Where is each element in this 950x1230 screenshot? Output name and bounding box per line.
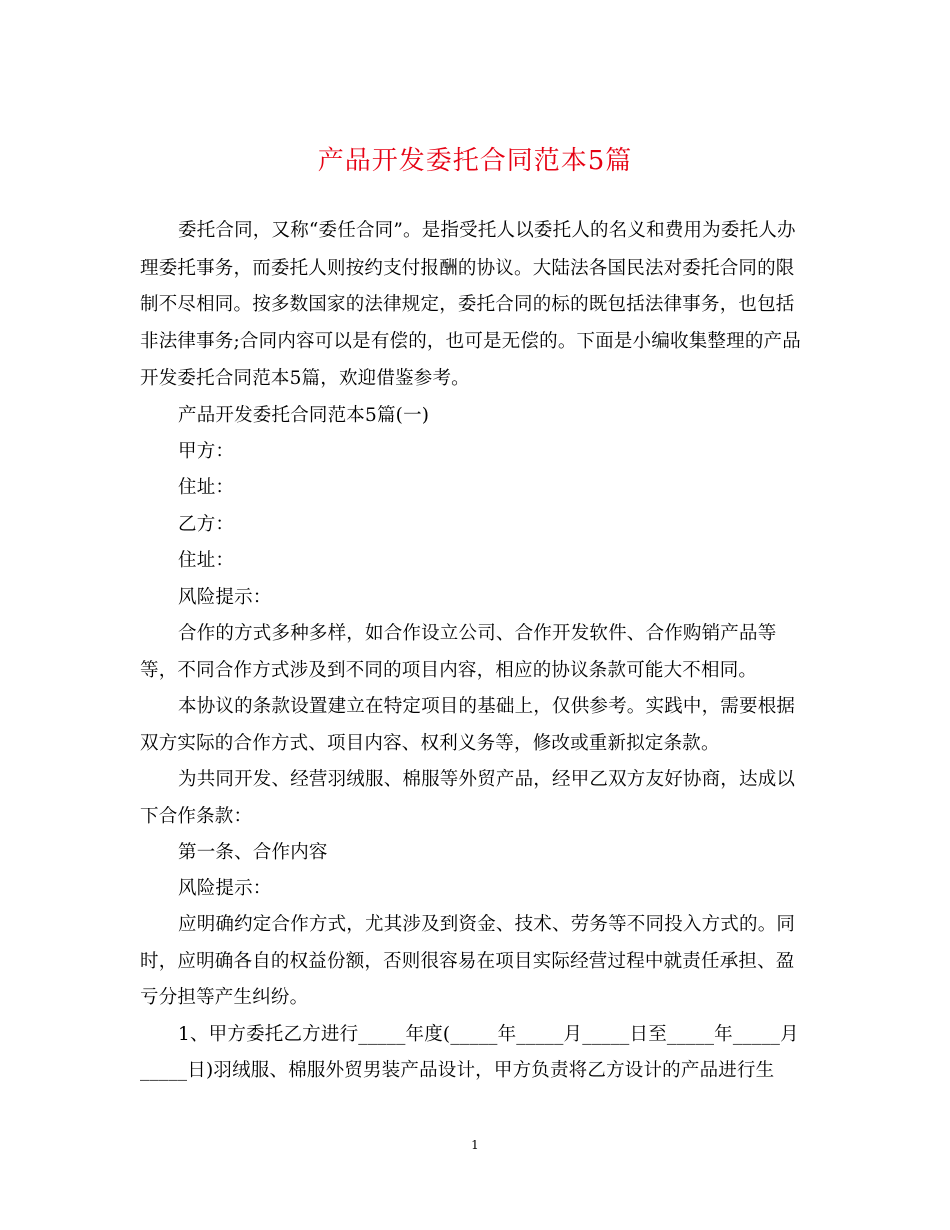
risk-notice-label: 风险提示： bbox=[178, 878, 272, 899]
address-label: 住址： bbox=[178, 550, 235, 571]
paragraph-line: 时，应明确各自的权益份额，否则很容易在项目实际经营过程中就责任承担、盈 bbox=[140, 951, 795, 972]
section-heading: 产品开发委托合同范本5篇(一) bbox=[178, 405, 430, 426]
paragraph-line: 合作的方式多种多样，如合作设立公司、合作开发软件、合作购销产品等 bbox=[178, 623, 777, 644]
paragraph-line: 等，不同合作方式涉及到不同的项目内容，相应的协议条款可能大不相同。 bbox=[140, 660, 758, 681]
clause-line: 1、甲方委托乙方进行_____年度(_____年_____月_____日至_____年_____月 bbox=[178, 1024, 799, 1045]
paragraph-line: 应明确约定合作方式，尤其涉及到资金、技术、劳务等不同投入方式的。同 bbox=[178, 914, 796, 935]
paragraph-line: 双方实际的合作方式、项目内容、权利义务等，修改或重新拟定条款。 bbox=[140, 733, 720, 754]
page-number: 1 bbox=[471, 1138, 479, 1152]
paragraph-line: 亏分担等产生纠纷。 bbox=[140, 987, 309, 1008]
risk-notice-label: 风险提示： bbox=[178, 587, 272, 608]
paragraph-line: 制不尽相同。按多数国家的法律规定，委托合同的标的既包括法律事务，也包括 bbox=[140, 294, 795, 315]
paragraph-line: 为共同开发、经营羽绒服、棉服等外贸产品，经甲乙双方友好协商，达成以 bbox=[178, 769, 796, 790]
paragraph-line: 理委托事务，而委托人则按约支付报酬的协议。大陆法各国民法对委托合同的限 bbox=[140, 258, 795, 279]
address-label: 住址： bbox=[178, 477, 235, 498]
paragraph-line: 委托合同，又称“委任合同”。是指受托人以委托人的名义和费用为委托人办 bbox=[178, 220, 796, 241]
party-a-label: 甲方： bbox=[178, 441, 235, 462]
paragraph-line: 下合作条款： bbox=[140, 806, 253, 827]
party-b-label: 乙方： bbox=[178, 514, 235, 535]
paragraph-line: 本协议的条款设置建立在特定项目的基础上，仅供参考。实践中，需要根据 bbox=[178, 696, 796, 717]
paragraph-line: 非法律事务;合同内容可以是有偿的，也可是无偿的。下面是小编收集整理的产品 bbox=[140, 331, 801, 352]
paragraph-line: 开发委托合同范本5篇，欢迎借鉴参考。 bbox=[140, 368, 470, 389]
document-title: 产品开发委托合同范本5篇 bbox=[317, 146, 633, 176]
clause-line: _____日)羽绒服、棉服外贸男装产品设计，甲方负责将乙方设计的产品进行生 bbox=[140, 1060, 775, 1081]
article-heading: 第一条、合作内容 bbox=[178, 842, 328, 863]
